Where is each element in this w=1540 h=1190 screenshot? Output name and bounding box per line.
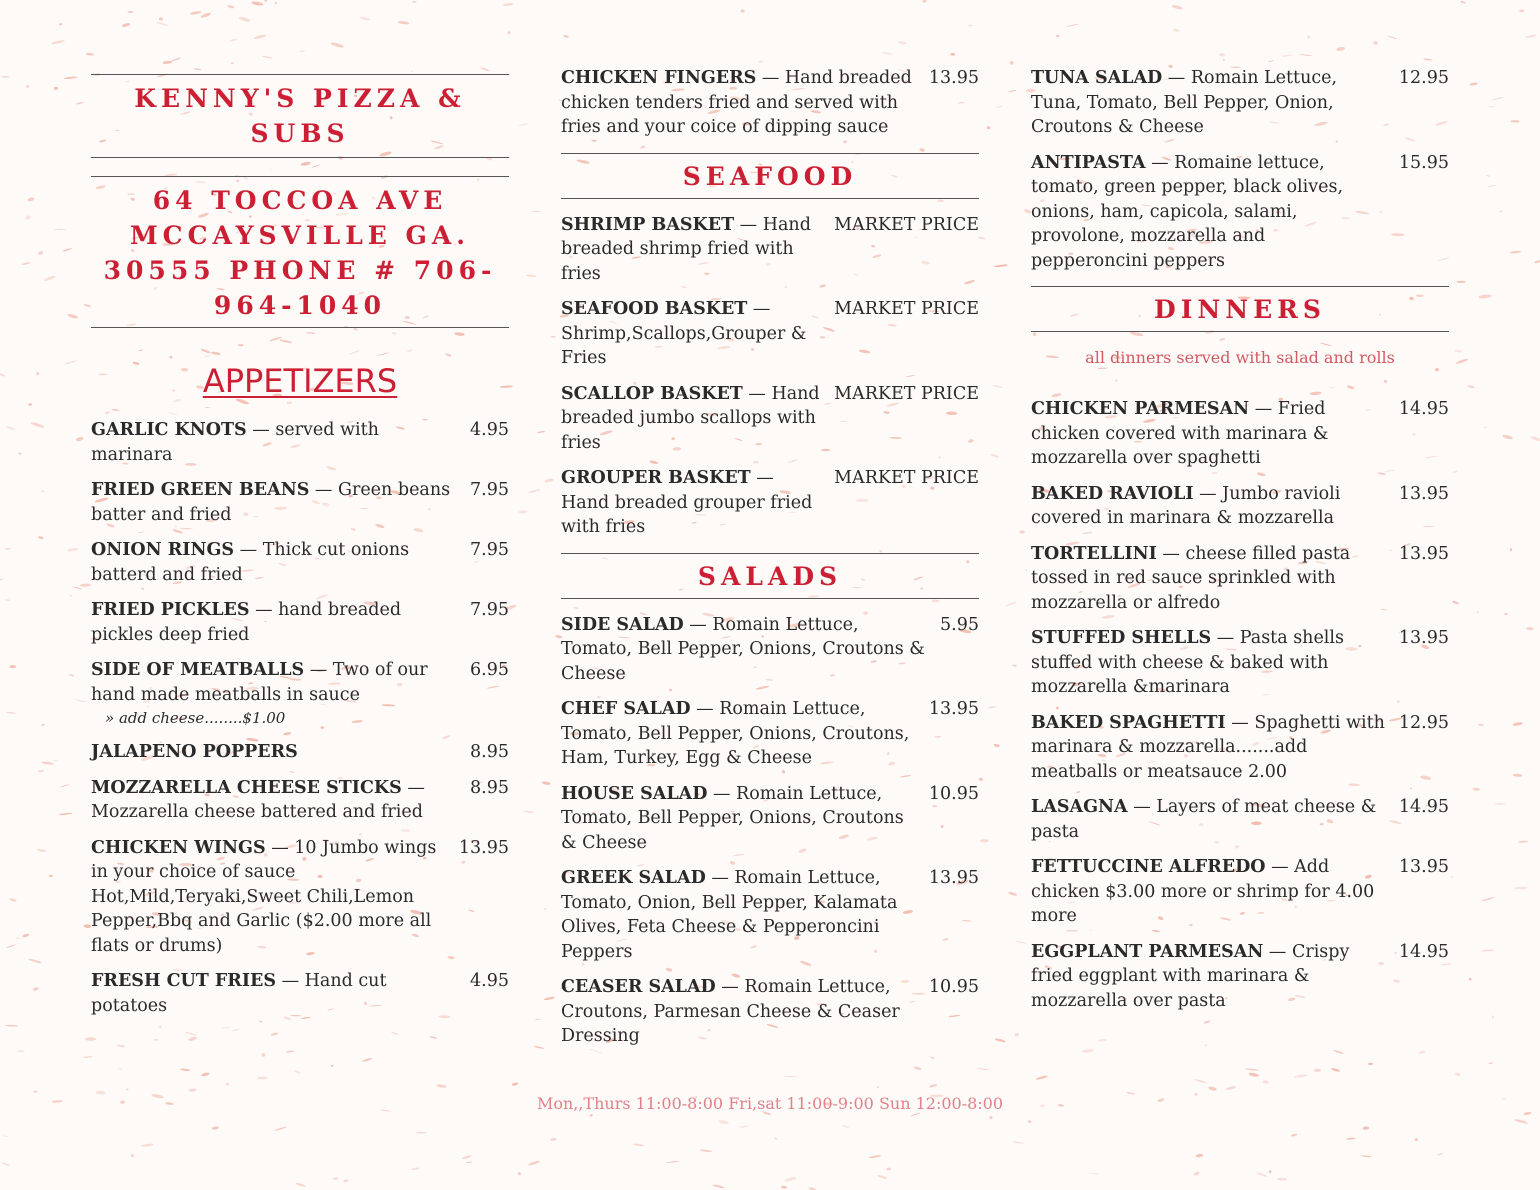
menu-item-price: 13.95 xyxy=(458,837,509,858)
menu-item-price: 7.95 xyxy=(470,540,509,560)
menu-item-price: 13.95 xyxy=(928,868,979,888)
menu-item xyxy=(561,613,979,687)
business-hours: Mon,,Thurs 11:00-8:00 Fri,sat 11:00-9:00 Sun 12:00-8:00 xyxy=(536,1094,1004,1113)
menu-item-description: — Crispy fried eggplant with marinara & mozzarella over pasta xyxy=(1031,941,1350,1011)
menu-item xyxy=(561,66,979,140)
menu-item-text xyxy=(561,782,915,856)
menu-item-description: — Romain Lettuce, Tuna, Tomato, Bell Pepper, Onion, Croutons & Cheese xyxy=(1031,68,1338,137)
menu-item-text xyxy=(91,658,456,729)
menu-item-description: — Mozzarella cheese battered and fried xyxy=(91,777,425,822)
menu-item-price: 14.95 xyxy=(1398,797,1449,817)
menu-item xyxy=(561,297,979,371)
menu-item-name: STUFFED SHELLS xyxy=(1031,628,1212,648)
dinners-note: all dinners served with salad and rolls xyxy=(1085,348,1395,367)
menu-item-text xyxy=(1031,151,1385,274)
menu-item-description: — Pasta shells stuffed with cheese & baked with mozzarella &marinara xyxy=(1031,628,1344,697)
menu-item-name: ONION RINGS xyxy=(91,540,235,560)
section-title-dinners: DINNERS xyxy=(1154,295,1326,324)
menu-item-text xyxy=(1031,940,1385,1014)
menu-item xyxy=(561,697,979,771)
menu-item-text xyxy=(91,969,456,1018)
menu-item-name: SIDE OF MEATBALLS xyxy=(91,660,305,680)
menu-item-name: LASAGNA xyxy=(1031,797,1128,817)
menu-item-text xyxy=(1031,66,1385,140)
menu-item-text xyxy=(561,975,915,1049)
menu-item-text xyxy=(91,836,445,959)
menu-item-description: — Two of our hand made meatballs in sauce xyxy=(91,660,428,705)
menu-item-price: 13.95 xyxy=(928,699,979,719)
menu-column-left xyxy=(91,74,509,1029)
menu-item-price: 13.95 xyxy=(1398,543,1449,564)
menu-item-text xyxy=(561,213,820,287)
menu-item-price: 14.95 xyxy=(1398,399,1449,419)
menu-item xyxy=(91,969,509,1018)
menu-item xyxy=(561,975,979,1049)
menu-item xyxy=(1031,855,1449,929)
appetizers-list xyxy=(91,418,509,1018)
menu-item-description: — Fried chicken covered with marinara & mozzarella over spaghetti xyxy=(1031,399,1329,468)
menu-item xyxy=(91,740,509,765)
menu-item-description: — Jumbo ravioli covered in marinara & mozzarella xyxy=(1031,483,1341,528)
seafood-list xyxy=(561,213,979,540)
menu-column-right xyxy=(1031,66,1449,1024)
menu-item-description: — 10 Jumbo wings in your choice of sauce Hot,Mild,Teryaki,Sweet Chili,Lemon Pepper,Bbq and Garlic ($2.00 more all flats or drums) xyxy=(91,837,437,956)
menu-item-text xyxy=(1031,397,1385,471)
menu-item-option: » add cheese........$1.00 xyxy=(105,709,286,727)
menu-item xyxy=(1031,940,1449,1014)
menu-item-text xyxy=(561,866,915,964)
menu-item xyxy=(1031,66,1449,140)
menu-item xyxy=(91,658,509,729)
menu-item-price: MARKET PRICE xyxy=(834,299,979,319)
menu-item xyxy=(91,538,509,587)
salads-list xyxy=(561,613,979,1049)
menu-item-text xyxy=(1031,482,1385,531)
menu-item-name: HOUSE SALAD xyxy=(561,783,708,804)
menu-item-price: MARKET PRICE xyxy=(834,214,979,235)
menu-item xyxy=(91,836,509,959)
menu-item xyxy=(91,776,509,825)
menu-item-name: MOZZARELLA CHEESE STICKS xyxy=(91,777,402,798)
menu-item-name: SCALLOP BASKET xyxy=(561,383,743,404)
menu-item xyxy=(1031,626,1449,700)
menu-item xyxy=(91,478,509,527)
menu-item-text xyxy=(561,466,820,540)
menu-item-name: EGGPLANT PARMESAN xyxy=(1031,941,1264,962)
menu-item-text xyxy=(1031,626,1385,700)
menu-item-text xyxy=(561,66,915,140)
menu-item-description: — hand breaded pickles deep fried xyxy=(91,600,402,645)
menu-item-text xyxy=(91,478,456,527)
menu-item-name: CEASER SALAD xyxy=(561,977,716,997)
menu-item-price: MARKET PRICE xyxy=(834,468,979,488)
menu-item-price: 4.95 xyxy=(470,420,509,440)
menu-item-price: 4.95 xyxy=(470,971,509,991)
menu-item-name: FRESH CUT FRIES xyxy=(91,971,277,991)
menu-item-price: 10.95 xyxy=(928,783,979,804)
menu-item xyxy=(561,213,979,287)
salads-continued-list xyxy=(1031,66,1449,273)
menu-item-price: 14.95 xyxy=(1398,941,1449,962)
menu-item-text xyxy=(1031,542,1385,616)
menu-item-description: — Green beans batter and fried xyxy=(91,480,451,525)
menu-item xyxy=(561,382,979,456)
menu-item-description: — Add chicken $3.00 more or shrimp for 4.00 more xyxy=(1031,857,1375,926)
menu-item-description: — Thick cut onions batterd and fried xyxy=(91,540,410,585)
menu-item-text xyxy=(1031,855,1385,929)
menu-item xyxy=(561,866,979,964)
menu-item xyxy=(561,466,979,540)
section-title-seafood: SEAFOOD xyxy=(682,161,858,191)
menu-item-description: — Hand breaded shrimp fried with fries xyxy=(561,214,811,284)
menu-item-description: — Romain Lettuce, Tomato, Bell Pepper, Onions, Croutons & Cheese xyxy=(561,614,925,684)
menu-item xyxy=(91,418,509,467)
menu-item-name: SHRIMP BASKET xyxy=(561,214,735,235)
menu-item-description: — Romain Lettuce, Croutons, Parmesan Cheese & Ceaser Dressing xyxy=(561,977,900,1046)
menu-item-name: SIDE SALAD xyxy=(561,614,684,635)
menu-item-description: — Hand breaded grouper fried with fries xyxy=(561,468,813,537)
menu-item-description: — Spaghetti with marinara & mozzarella.......add meatballs or meatsauce 2.00 xyxy=(1031,712,1385,782)
menu-item-price: 13.95 xyxy=(1398,857,1449,877)
menu-item-text xyxy=(91,418,456,467)
menu-item-price: MARKET PRICE xyxy=(834,383,979,404)
menu-item-text xyxy=(91,538,456,587)
menu-item-price: 8.95 xyxy=(470,742,509,762)
menu-item xyxy=(1031,711,1449,785)
menu-item-price: 6.95 xyxy=(470,660,509,680)
menu-item-name: BAKED SPAGHETTI xyxy=(1031,712,1226,733)
menu-item-name: GARLIC KNOTS xyxy=(91,420,247,440)
menu-item-price: 12.95 xyxy=(1398,712,1449,733)
menu-item-text xyxy=(1031,795,1385,844)
menu-item-text xyxy=(561,613,926,687)
menu-item-text xyxy=(91,776,456,825)
menu-item-description: — Hand breaded jumbo scallops with fries xyxy=(561,383,820,453)
menu-item-description: — Layers of meat cheese & pasta xyxy=(1031,797,1377,842)
menu-item-name: FRIED GREEN BEANS xyxy=(91,480,310,500)
menu-item-name: BAKED RAVIOLI xyxy=(1031,483,1194,504)
menu-item xyxy=(1031,397,1449,471)
menu-item-name: CHEF SALAD xyxy=(561,699,691,719)
appetizers-continued-list xyxy=(561,66,979,140)
menu-item-name: TORTELLINI xyxy=(1031,543,1157,564)
menu-item-price: 13.95 xyxy=(1398,628,1449,648)
menu-item-text xyxy=(91,740,456,765)
menu-item-price: 10.95 xyxy=(928,977,979,997)
menu-item-description: — Hand cut potatoes xyxy=(91,971,387,1016)
menu-item-price: 7.95 xyxy=(470,480,509,500)
menu-item xyxy=(1031,151,1449,274)
menu-item-text xyxy=(91,598,456,647)
menu-item-price: 13.95 xyxy=(928,68,979,88)
menu-item-description: — Romain Lettuce, Tomato, Bell Pepper, Onions, Croutons & Cheese xyxy=(561,783,904,853)
menu-item xyxy=(1031,542,1449,616)
menu-item-name: JALAPENO POPPERS xyxy=(91,742,298,762)
menu-column-middle xyxy=(561,66,979,1060)
menu-item-text xyxy=(561,697,915,771)
menu-item-name: GREEK SALAD xyxy=(561,868,706,888)
menu-item xyxy=(91,598,509,647)
menu-item-name: CHICKEN FINGERS xyxy=(561,68,757,88)
menu-item-description: — Romaine lettuce, tomato, green pepper, black olives, onions, ham, capicola, salami, provolone, mozzarella and pepperoncini peppers xyxy=(1031,152,1344,271)
menu-item xyxy=(561,782,979,856)
menu-item-name: CHICKEN WINGS xyxy=(91,837,266,858)
menu-item-price: 12.95 xyxy=(1398,68,1449,88)
menu-item-name: FRIED PICKLES xyxy=(91,600,250,620)
menu-item-name: SEAFOOD BASKET xyxy=(561,299,748,319)
menu-item-text xyxy=(561,382,820,456)
section-title-salads: SALADS xyxy=(697,561,843,591)
menu-item-name: TUNA SALAD xyxy=(1031,68,1163,88)
menu-item xyxy=(1031,482,1449,531)
menu-item xyxy=(1031,795,1449,844)
menu-item-name: FETTUCCINE ALFREDO xyxy=(1031,857,1266,877)
menu-item-price: 8.95 xyxy=(470,777,509,798)
menu-item-text xyxy=(1031,711,1385,785)
menu-item-price: 15.95 xyxy=(1398,152,1449,173)
menu-item-description: — Hand breaded chicken tenders fried and served with fries and your coice of dipping sauce xyxy=(561,68,912,137)
divider xyxy=(1031,331,1449,332)
menu-item-price: 13.95 xyxy=(1398,483,1449,504)
menu-item-description: — served with marinara xyxy=(91,420,379,465)
restaurant-address: 64 TOCCOA AVE MCCAYSVILLE GA. 30555 PHONE # 706-964-1040 xyxy=(103,186,497,320)
menu-item-description: — Romain Lettuce, Tomato, Bell Pepper, Onions, Croutons, Ham, Turkey, Egg & Cheese xyxy=(561,699,910,768)
menu-item-description: — Romain Lettuce, Tomato, Onion, Bell Pepper, Kalamata Olives, Feta Cheese & Pepperoncini Peppers xyxy=(561,868,898,962)
menu-item-name: ANTIPASTA xyxy=(1031,152,1146,173)
divider xyxy=(91,327,509,328)
dinners-list xyxy=(1031,397,1449,1013)
menu-item-price: 7.95 xyxy=(470,600,509,620)
menu-item-price: 5.95 xyxy=(940,614,979,635)
menu-item-description: — Shrimp,Scallops,Grouper & Fries xyxy=(561,299,807,368)
section-title-appetizers: APPETIZERS xyxy=(202,362,398,400)
restaurant-name: KENNY'S PIZZA & SUBS xyxy=(134,84,466,148)
menu-item-description: — cheese filled pasta tossed in red sauce sprinkled with mozzarella or alfredo xyxy=(1031,543,1351,613)
menu-item-name: GROUPER BASKET xyxy=(561,468,751,488)
menu-item-text xyxy=(561,297,820,371)
menu-item-name: CHICKEN PARMESAN xyxy=(1031,399,1250,419)
